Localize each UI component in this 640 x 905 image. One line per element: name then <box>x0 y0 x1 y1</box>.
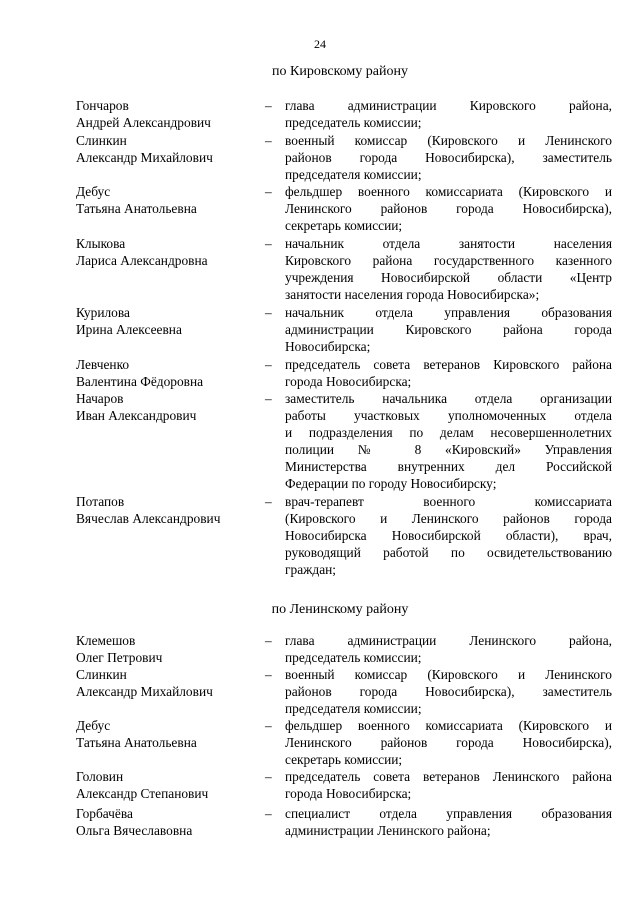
member-name <box>76 805 256 839</box>
dash-separator: – <box>265 98 272 113</box>
dash-separator: – <box>265 133 272 148</box>
member-position-line: граждан; <box>285 562 337 578</box>
member-position-line: председатель комиссии; <box>285 650 422 666</box>
member-name-line: Курилова <box>76 305 130 320</box>
member-position <box>285 768 612 802</box>
member-position-line: начальник отдела занятости населения <box>285 236 612 251</box>
member-position-line: председатель совета ветеранов Ленинского района <box>285 769 612 784</box>
member-name-line: Головин <box>76 769 124 784</box>
member-position-line: председателя комиссии; <box>285 701 422 717</box>
member-position-line: администрации Кировского района города <box>285 322 612 338</box>
member-name-line: Потапов <box>76 494 125 509</box>
member-position-line: председатель комиссии; <box>285 115 422 131</box>
member-name <box>76 768 256 802</box>
page-number: 24 <box>314 37 326 51</box>
member-position-line: начальник отдела управления образования <box>285 305 612 320</box>
member-position <box>285 97 612 131</box>
dash-separator: – <box>265 236 272 251</box>
member-position-line: секретарь комиссии; <box>285 218 403 234</box>
member-name-line: Горбачёва <box>76 806 133 821</box>
heading-kirovsky: по Кировскому району <box>272 64 408 79</box>
heading-leninsky: по Ленинскому району <box>271 602 409 617</box>
member-position <box>285 717 612 768</box>
member-position-line: города Новосибирска; <box>285 786 412 802</box>
member-name-line: Татьяна Анатольевна <box>76 735 197 751</box>
member-name <box>76 183 256 217</box>
member-position-line: военный комиссар (Кировского и Ленинского <box>285 133 612 148</box>
member-name-line: Ирина Алексеевна <box>76 322 182 338</box>
member-name <box>76 356 256 390</box>
member-position <box>285 666 612 717</box>
member-position <box>285 235 612 303</box>
member-position <box>285 304 612 355</box>
member-name-line: Ольга Вячеславовна <box>76 823 193 839</box>
member-position-line: руководящий работой по освидетельствованию <box>285 545 612 561</box>
member-position-line: (Кировского и Ленинского районов города <box>285 511 612 527</box>
member-name-line: Слинкин <box>76 667 127 682</box>
dash-separator: – <box>265 718 272 733</box>
member-name-line: Клемешов <box>76 633 136 648</box>
member-name-line: Александр Михайлович <box>76 684 213 700</box>
member-position <box>285 390 612 493</box>
member-name-line: Олег Петрович <box>76 650 163 666</box>
member-name-line: Лариса Александровна <box>76 253 208 269</box>
member-position-line: работы участковых уполномоченных отдела <box>285 408 612 424</box>
member-position <box>285 356 612 390</box>
member-position-line: администрации Ленинского района; <box>285 823 491 839</box>
member-position <box>285 805 612 839</box>
dash-separator: – <box>265 357 272 372</box>
member-position-line: секретарь комиссии; <box>285 752 403 768</box>
member-position-line: Ленинского районов города Новосибирска), <box>285 735 612 751</box>
member-position-line: и подразделения по делам несовершеннолетних <box>285 425 612 441</box>
member-position-line: фельдшер военного комиссариата (Кировского и <box>285 718 612 733</box>
member-name-line: Слинкин <box>76 133 127 148</box>
member-position-line: города Новосибирска; <box>285 374 412 390</box>
dash-separator: – <box>265 494 272 509</box>
member-name-line: Александр Степанович <box>76 786 209 802</box>
member-position-line: председатель совета ветеранов Кировского района <box>285 357 612 372</box>
member-position <box>285 132 612 183</box>
member-name-line: Левченко <box>76 357 130 372</box>
member-name-line: Иван Александрович <box>76 408 197 424</box>
dash-separator: – <box>265 184 272 199</box>
member-name <box>76 493 256 527</box>
member-name <box>76 97 256 131</box>
member-name <box>76 390 256 424</box>
dash-separator: – <box>265 633 272 648</box>
member-name <box>76 132 256 166</box>
member-name-line: Вячеслав Александрович <box>76 511 221 527</box>
member-name <box>76 304 256 338</box>
member-position-line: врач-терапевт военного комиссариата <box>285 494 612 509</box>
member-position-line: Новосибирска; <box>285 339 371 355</box>
member-position-line: специалист отдела управления образования <box>285 806 612 821</box>
member-position-line: глава администрации Кировского района, <box>285 98 612 113</box>
member-position-line: полиции № 8 «Кировский» Управления <box>285 442 612 458</box>
dash-separator: – <box>265 806 272 821</box>
member-name <box>76 666 256 700</box>
member-position-line: военный комиссар (Кировского и Ленинского <box>285 667 612 682</box>
member-position-line: фельдшер военного комиссариата (Кировского и <box>285 184 612 199</box>
member-name-line: Клыкова <box>76 236 126 251</box>
member-position-line: учреждения Новосибирской области «Центр <box>285 270 612 286</box>
member-name-line: Александр Михайлович <box>76 150 213 166</box>
member-name <box>76 235 256 269</box>
member-position-line: Новосибирска Новосибирской области), врач, <box>285 528 612 544</box>
member-position <box>285 632 612 666</box>
member-name <box>76 632 256 666</box>
member-position-line: председателя комиссии; <box>285 167 422 183</box>
member-position-line: Ленинского районов города Новосибирска), <box>285 201 612 217</box>
member-position-line: районов города Новосибирска), заместитель <box>285 684 612 700</box>
dash-separator: – <box>265 667 272 682</box>
member-position-line: Федерации по городу Новосибирску; <box>285 476 497 492</box>
member-position-line: заместитель начальника отдела организации <box>285 391 612 406</box>
dash-separator: – <box>265 769 272 784</box>
member-position-line: Кировского района государственного казенного <box>285 253 612 269</box>
member-name-line: Гончаров <box>76 98 129 113</box>
dash-separator: – <box>265 305 272 320</box>
member-position-line: Министерства внутренних дел Российской <box>285 459 612 475</box>
member-name-line: Андрей Александрович <box>76 115 211 131</box>
member-name-line: Начаров <box>76 391 124 406</box>
member-position-line: занятости населения города Новосибирска»; <box>285 287 540 303</box>
member-name <box>76 717 256 751</box>
dash-separator: – <box>265 391 272 406</box>
member-name-line: Татьяна Анатольевна <box>76 201 197 217</box>
member-name-line: Валентина Фёдоровна <box>76 374 204 390</box>
member-position-line: районов города Новосибирска), заместитель <box>285 150 612 166</box>
member-position <box>285 493 612 578</box>
member-name-line: Дебус <box>76 184 111 199</box>
member-position <box>285 183 612 234</box>
member-position-line: глава администрации Ленинского района, <box>285 633 612 648</box>
member-name-line: Дебус <box>76 718 111 733</box>
